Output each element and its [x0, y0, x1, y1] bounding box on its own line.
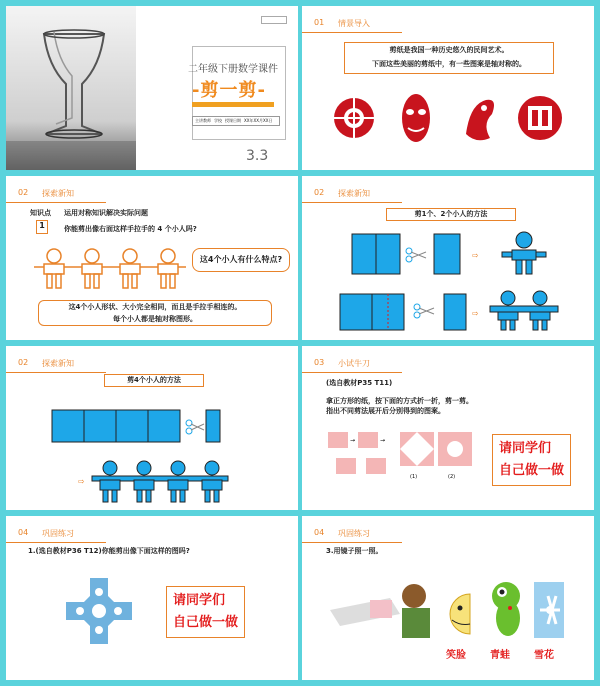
answer-line-2: 每个小人都是轴对称图形。	[113, 315, 197, 323]
paper-cut-double-happiness	[518, 96, 562, 140]
slide-header	[302, 526, 442, 544]
svg-text:→: →	[350, 437, 356, 444]
do-it-yourself-note	[492, 434, 571, 486]
lesson-title: -剪一剪-	[192, 80, 266, 101]
section-number: 01	[314, 18, 325, 27]
instruction-line-2: 指出不同剪法展开后分别得到的图案。	[326, 407, 445, 415]
slide-header	[6, 186, 146, 204]
section-number: 04	[18, 528, 29, 537]
svg-text:⇨: ⇨	[472, 251, 479, 260]
wine-glass-image	[6, 6, 136, 170]
slide-header	[6, 526, 146, 544]
unfolded-pattern-2	[438, 432, 472, 466]
unfolded-pattern-1	[400, 432, 434, 466]
outline-doll	[34, 249, 72, 288]
half-snowflake-icon	[534, 582, 564, 638]
doll-pair	[490, 291, 558, 330]
svg-text:⇨: ⇨	[472, 309, 479, 318]
slide-exercise-1[interactable]	[6, 516, 298, 680]
scissors-icon	[406, 248, 426, 262]
question-text: 你能剪出像右面这样手拉手的 4 个小人吗?	[64, 225, 197, 233]
section-title: 探索新知	[42, 189, 74, 198]
orange-bar	[192, 102, 274, 107]
label-snowflake: 雪花	[534, 650, 554, 661]
exercise-question: 1.(选自教材P36 T12)你能剪出像下面这样的图吗?	[28, 547, 190, 555]
method-diagram	[302, 224, 594, 334]
exercise-question: 3.用镜子照一照。	[326, 547, 383, 555]
note-line-1: 请同学们	[173, 593, 226, 608]
fig-label-2: (2)	[448, 474, 456, 480]
meta-school: 学校	[214, 118, 222, 123]
paper-cut-dragon	[466, 100, 494, 140]
slide-explore-1[interactable]	[6, 176, 298, 340]
four-paper-dolls	[32, 246, 192, 296]
subject-text: 二年级下册数学课件	[188, 64, 278, 75]
section-number: 02	[18, 358, 29, 367]
knowledge-point-text: 运用对称知识解决实际问题	[64, 209, 148, 217]
svg-text:→: →	[380, 437, 386, 444]
speech-bubble	[192, 248, 290, 272]
answer-line-1: 这4个小人形状、大小完全相同，而且是手拉手相连的。	[68, 303, 242, 311]
section-title: 探索新知	[338, 189, 370, 198]
blue-doll	[202, 461, 222, 502]
intro-line-2: 下面这些美丽的剪纸中，有一些图案是轴对称的。	[372, 60, 526, 68]
blue-doll	[168, 461, 188, 502]
section-number: 02	[18, 188, 29, 197]
scissors-icon	[414, 304, 434, 318]
meta-date: XX年XX月XX日	[244, 118, 273, 123]
slide-intro[interactable]	[302, 6, 594, 170]
scissors-icon	[186, 420, 204, 434]
folding-steps-image	[324, 428, 474, 488]
outline-doll	[110, 249, 148, 288]
do-it-yourself-note	[166, 586, 245, 638]
lesson-number: 3.3	[246, 148, 269, 164]
slide-practice[interactable]	[302, 346, 594, 510]
half-smiley-icon	[442, 592, 472, 636]
source-text: (选自教材P35 T11)	[326, 379, 393, 387]
section-number: 04	[314, 528, 325, 537]
paper-cut-flower	[334, 98, 374, 138]
answer-box	[38, 300, 272, 326]
outline-doll	[148, 249, 186, 288]
slide-exercise-3[interactable]	[302, 516, 594, 680]
note-line-1: 请同学们	[499, 441, 552, 456]
four-dolls-diagram	[6, 390, 298, 510]
section-title: 巩固练习	[42, 529, 74, 538]
blue-doll	[134, 461, 154, 502]
note-line-2: 自己做一做	[173, 615, 239, 630]
slide-header	[302, 16, 442, 34]
doll-single	[502, 232, 546, 274]
section-title: 巩固练习	[338, 529, 370, 538]
section-number: 02	[314, 188, 325, 197]
section-number: 03	[314, 358, 325, 367]
intro-line-1: 剪纸是我国一种历史悠久的民间艺术。	[389, 46, 509, 54]
four-dolls-blue	[92, 461, 228, 502]
outline-doll	[72, 249, 110, 288]
paper-cut-opera-mask	[402, 94, 430, 142]
slide-explore-2[interactable]	[302, 176, 594, 340]
bubble-text: 这4个小人有什么特点?	[199, 255, 283, 264]
section-title: 小试牛刀	[338, 359, 370, 368]
meta-row	[192, 116, 280, 126]
slide-header	[302, 186, 442, 204]
meta-date-label: 授课日期	[225, 118, 241, 123]
girl-with-mirror-image	[330, 578, 440, 648]
section-title: 探索新知	[42, 359, 74, 368]
method-box: 剪1个、2个小人的方法	[386, 208, 516, 221]
paper-cut-images	[302, 86, 594, 156]
slide-title[interactable]	[6, 6, 298, 170]
symmetric-cutout-image	[64, 576, 134, 646]
label-smiley: 笑脸	[446, 650, 466, 661]
fig-label-1: (1)	[410, 474, 418, 480]
label-frog: 青蛙	[490, 650, 510, 661]
knowledge-point-label: 知识点	[30, 209, 51, 217]
method-box: 剪4个小人的方法	[104, 374, 204, 387]
note-line-2: 自己做一做	[499, 463, 565, 478]
instruction-line-1: 拿正方形的纸，按下面的方式折一折，剪一剪。	[326, 397, 473, 405]
half-frog-icon	[488, 580, 520, 640]
section-title: 情景导入	[338, 19, 370, 28]
slide-header	[302, 356, 442, 374]
intro-text-box	[344, 42, 554, 74]
meta-teacher: 主讲教师	[195, 118, 211, 123]
tag	[261, 16, 287, 24]
svg-text:⇨: ⇨	[78, 477, 85, 486]
slide-explore-3[interactable]	[6, 346, 298, 510]
blue-doll	[100, 461, 120, 502]
slide-header	[6, 356, 146, 374]
question-number: 1	[36, 220, 48, 234]
